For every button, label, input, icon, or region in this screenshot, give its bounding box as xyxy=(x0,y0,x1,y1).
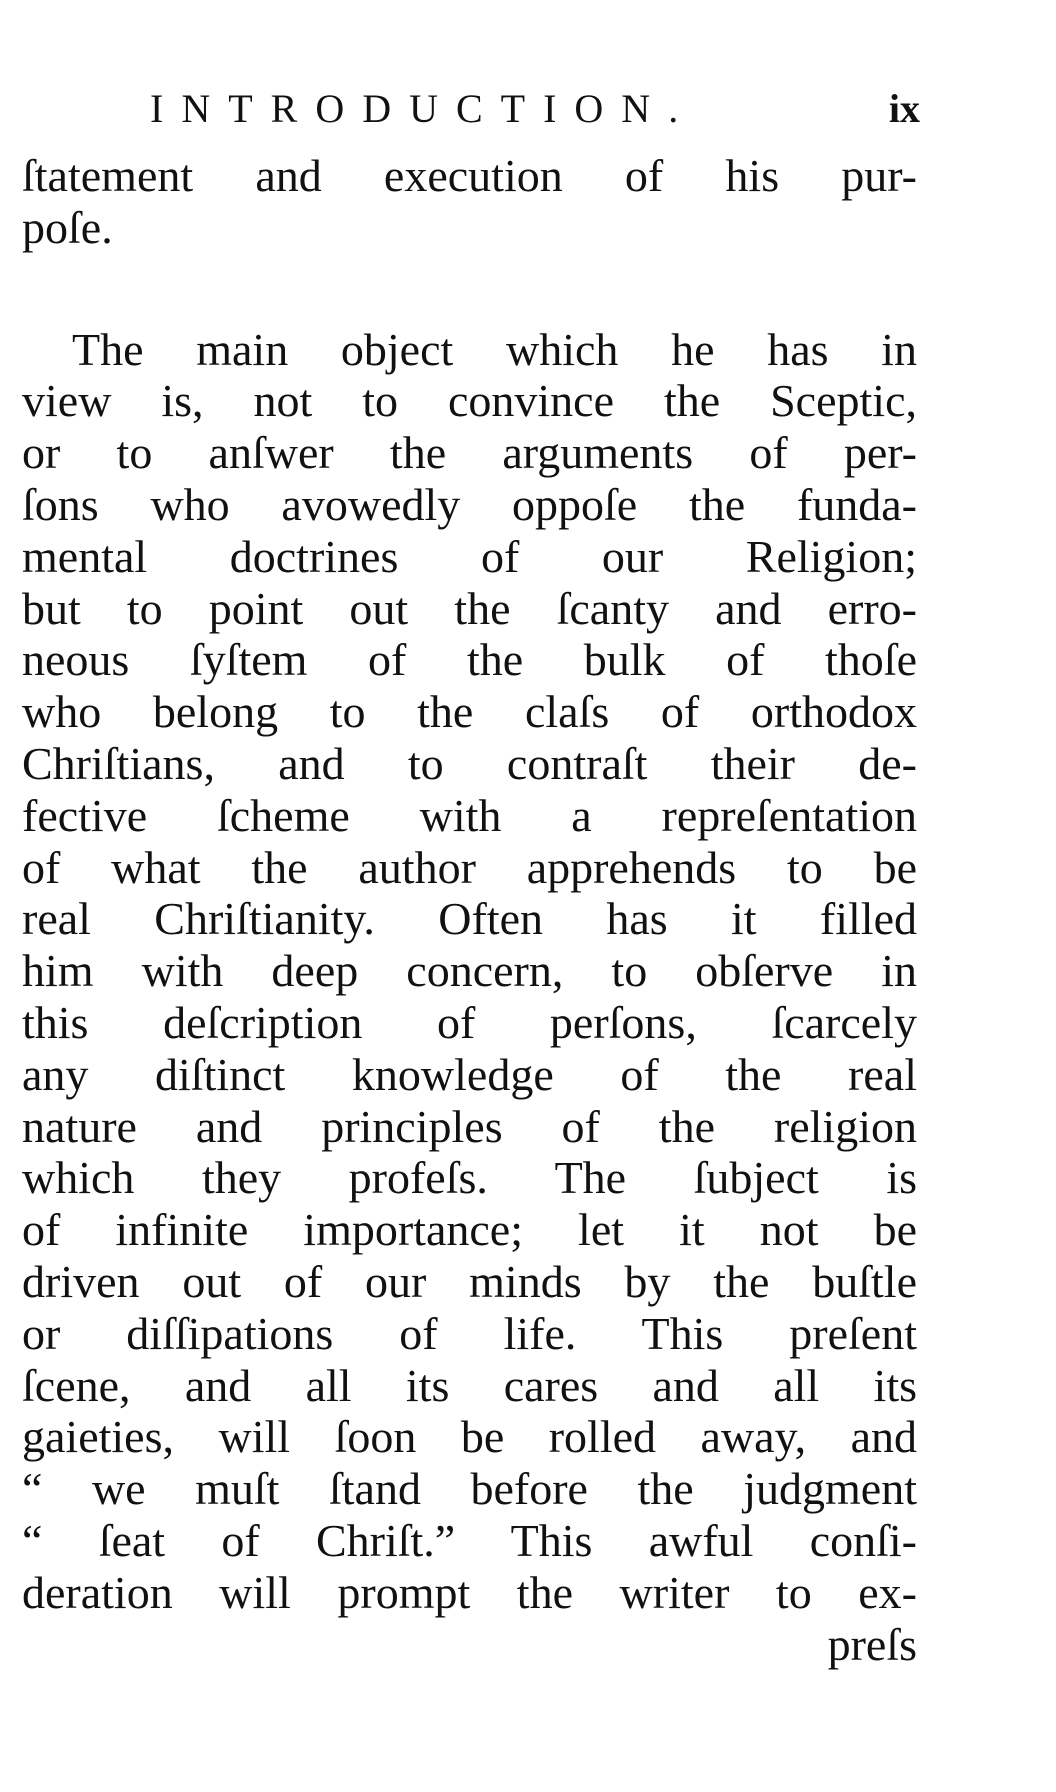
catchword: preſs xyxy=(827,1618,917,1670)
page-header xyxy=(150,84,920,134)
text-line: or to anſwer the arguments of per- xyxy=(22,427,917,479)
text-line: ſcene, and all its cares and all its xyxy=(22,1359,917,1411)
text-line: “ we muſt ſtand before the judgment xyxy=(22,1463,917,1515)
text-line: poſe. xyxy=(22,201,113,253)
text-line: but to point out the ſcanty and erro- xyxy=(22,582,917,634)
text-line: ſtatement and execution of his pur- xyxy=(22,150,917,201)
text-line: deration will prompt the writer to ex- xyxy=(22,1566,917,1618)
paragraph-continuation xyxy=(22,150,917,254)
text-line: view is, not to convince the Sceptic, xyxy=(22,375,917,427)
text-line: mental doctrines of our Religion; xyxy=(22,530,917,582)
text-line: real Chriſtianity. Often has it filled xyxy=(22,893,917,945)
running-head: INTRODUCTION. xyxy=(150,86,697,131)
text-line: who belong to the claſs of orthodox xyxy=(22,686,917,738)
text-line: The main object which he has in xyxy=(72,323,917,375)
text-line: which they profeſs. The ſubject is xyxy=(22,1152,917,1204)
text-line: any diſtinct knowledge of the real xyxy=(22,1048,917,1100)
text-line: or diſſipations of life. This preſent xyxy=(22,1307,917,1359)
page-number: ix xyxy=(888,86,920,131)
body-text xyxy=(22,150,917,1670)
text-line: driven out of our minds by the buſtle xyxy=(22,1255,917,1307)
text-line: him with deep concern, to obſerve in xyxy=(22,945,917,997)
paragraph-gap xyxy=(22,254,917,324)
text-line: of what the author apprehends to be xyxy=(22,841,917,893)
text-line: neous ſyſtem of the bulk of thoſe xyxy=(22,634,917,686)
paragraph-main-object xyxy=(22,324,917,1671)
text-line: Chriſtians, and to contraſt their de- xyxy=(22,737,917,789)
text-line: ſons who avowedly oppoſe the funda- xyxy=(22,478,917,530)
text-line: nature and principles of the religion xyxy=(22,1100,917,1152)
text-line: “ ſeat of Chriſt.” This awful conſi- xyxy=(22,1514,917,1566)
text-line: this deſcription of perſons, ſcarcely xyxy=(22,996,917,1048)
text-line: fective ſcheme with a repreſentation xyxy=(22,789,917,841)
text-line: gaieties, will ſoon be rolled away, and xyxy=(22,1411,917,1463)
text-line: of infinite importance; let it not be xyxy=(22,1204,917,1256)
